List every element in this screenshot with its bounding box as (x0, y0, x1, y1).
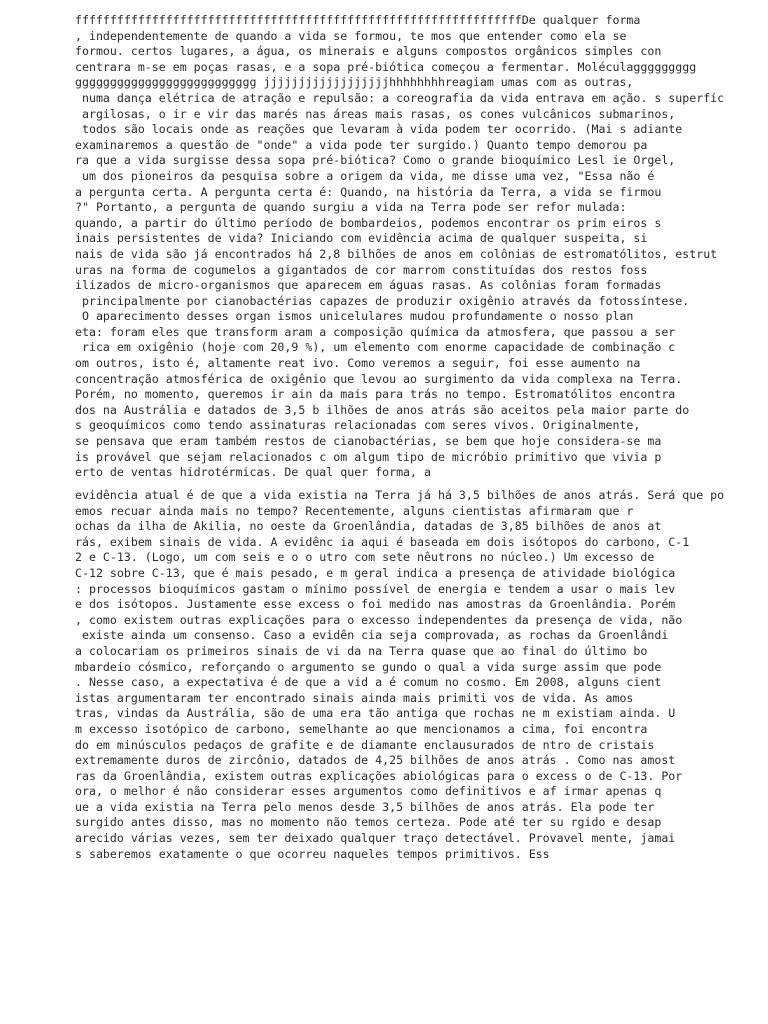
text-line: principalmente por cianobactérias capazes de produzir oxigênio através da fotossíntese. (75, 293, 690, 308)
text-line: erto de ventas hidrotérmicas. De qual quer forma, a (75, 465, 431, 480)
text-line: eta: foram eles que transform aram a composição química da atmosfera, que passou a ser (75, 324, 676, 339)
paragraph-2 (75, 488, 724, 862)
text-line: ue a vida existia na Terra pelo menos desde 3,5 bilhões de anos atrás. Ela pode ter (75, 799, 655, 814)
text-line: ?" Portanto, a pergunta de quando surgiu a vida na Terra pode ser refor mulada: (75, 200, 627, 215)
text-line: rás, exibem sinais de vida. A evidênc ia aqui é baseada em dois isótopos do carbono, C-1 (75, 534, 690, 549)
text-line: centrara m-se em poças rasas, e a sopa pré-biótica começou a fermentar. Moléculaggggggggg (75, 59, 697, 74)
text-line: s saberemos exatamente o que ocorreu naqueles tempos primitivos. Ess (75, 846, 550, 861)
text-line: Porém, no momento, queremos ir ain da mais para trás no tempo. Estromatólitos encontra (75, 387, 676, 402)
text-line: dos na Austrália e datados de 3,5 b ilhões de anos atrás são aceitos pela maior parte do (75, 402, 690, 417)
text-line: evidência atual é de que a vida existia na Terra já há 3,5 bilhões de anos atrás. Será que po (75, 488, 725, 502)
text-line: emos recuar ainda mais no tempo? Recentemente, alguns cientistas afirmaram que r (75, 503, 634, 518)
text-line: istas argumentaram ter encontrado sinais ainda mais primiti vos de vida. As amos (75, 690, 634, 705)
paragraph-1 (75, 13, 724, 481)
text-line: se pensava que eram também restos de cianobactérias, se bem que hoje considera-se ma (75, 434, 662, 449)
text-line: ra que a vida surgisse dessa sopa pré-biótica? Como o grande bioquímico Lesl ie Orgel, (75, 153, 676, 168)
text-line: , como existem outras explicações para o excesso independentes da presença de vida, não (75, 612, 683, 627)
text-line: . Nesse caso, a expectativa é de que a vid a é comum no cosmo. Em 2008, alguns cient (75, 675, 662, 690)
text-line: rica em oxigênio (hoje com 20,9 %), um elemento com enorme capacidade de combinação c (75, 340, 676, 355)
text-line: formou. certos lugares, a água, os minerais e alguns compostos orgânicos simples con (75, 44, 662, 59)
text-line: a pergunta certa. A pergunta certa é: Quando, na história da Terra, a vida se firmou (75, 184, 662, 199)
text-line: surgido antes disso, mas no momento não temos certeza. Pode até ter su rgido e desap (75, 815, 662, 830)
text-line: 2 e C-13. (Logo, um com seis e o o utro com sete nêutrons no núcleo.) Um excesso de (75, 550, 655, 565)
text-line: : processos bioquímicos gastam o mínimo possível de energia e tendem a usar o mais lev (75, 581, 676, 596)
text-line: om outros, isto é, altamente reat ivo. Como veremos a seguir, foi esse aumento na (75, 356, 641, 371)
text-line: do em minúsculos pedaços de grafite e de diamante enclausurados de ntro de cristais (75, 737, 655, 752)
text-line: ras da Groenlândia, existem outras explicações abiológicas para o excess o de C-13. Por (75, 768, 683, 783)
text-line: , independentemente de quando a vida se formou, te mos que entender como ela se (75, 28, 627, 43)
text-line: um dos pioneiros da pesquisa sobre a origem da vida, me disse uma vez, "Essa não é (75, 168, 655, 183)
text-line: quando, a partir do último período de bombardeios, podemos encontrar os prim eiros s (75, 215, 662, 230)
text-line: e dos isótopos. Justamente esse excess o foi medido nas amostras da Groenlândia. Porém (75, 597, 676, 612)
text-line: s geoquímicos como tendo assinaturas relacionadas com seres vivos. Originalmente, (75, 418, 641, 433)
text-line: extremamente duros de zircônio, datados de 4,25 bilhões de anos atrás . Como nas amost (75, 753, 676, 768)
text-line: C-12 sobre C-13, que é mais pesado, e m geral indica a presença de atividade biológica (75, 565, 676, 580)
text-line: examinaremos a questão de "onde" a vida pode ter surgido.) Quanto tempo demorou pa (75, 137, 648, 152)
text-line: ilizados de micro-organismos que aparecem em águas rasas. As colônias foram formadas (75, 278, 662, 293)
text-line: arecido várias vezes, sem ter deixado qualquer traço detectável. Provavel mente, jamai (75, 831, 676, 846)
text-line: ffffffffffffffffffffffffffffffffffffffffffffffffffffffffffffffffDe qualquer forma (75, 13, 641, 27)
text-line: gggggggggggggggggggggggggg jjjjjjjjjjjjjjjjjjhhhhhhhhreagiam umas com as outras, (75, 75, 634, 90)
text-line: O aparecimento desses organ ismos unicelulares mudou profundamente o nosso plan (75, 309, 634, 324)
text-line: concentração atmosférica de oxigênio que levou ao surgimento da vida complexa na Terra. (75, 371, 683, 386)
text-line: ochas da ilha de Akilia, no oeste da Groenlândia, datadas de 3,85 bilhões de anos at (75, 519, 662, 534)
text-line: numa dança elétrica de atração e repulsão: a coreografia da vida entrava em ação. s superfíc (75, 90, 725, 105)
text-line: uras na forma de cogumelos a gigantados de cor marrom constituídas dos restos foss (75, 262, 648, 277)
text-line: tras, vindas da Austrália, são de uma era tão antiga que rochas ne m existiam ainda. U (75, 706, 676, 721)
text-line: ora, o melhor é não considerar esses argumentos como definitivos e af irmar apenas q (75, 784, 662, 799)
text-line: mbardeio cósmico, reforçando o argumento se gundo o qual a vida surge assim que pode (75, 659, 662, 674)
text-line: nais de vida são já encontrados há 2,8 bilhões de anos em colônias de estromatólitos, estrut (75, 246, 718, 261)
text-line: argilosas, o ir e vir das marés nas áreas mais rasas, os cones vulcânicos submarinos, (75, 106, 676, 121)
text-line: is provável que sejam relacionados c om algum tipo de micróbio primitivo que vivia p (75, 449, 662, 464)
text-line: a colocariam os primeiros sinais de vi da na Terra quase que ao final do último bo (75, 643, 648, 658)
text-line: inais persistentes de vida? Iniciando com evidência acima de qualquer suspeita, si (75, 231, 648, 246)
text-line: m excesso isotópico de carbono, semelhante ao que mencionamos a cima, foi encontra (75, 721, 648, 736)
text-line: existe ainda um consenso. Caso a evidên cia seja comprovada, as rochas da Groenlândi (75, 628, 669, 643)
text-line: todos são locais onde as reações que levaram à vida podem ter ocorrido. (Mai s adiante (75, 122, 683, 137)
